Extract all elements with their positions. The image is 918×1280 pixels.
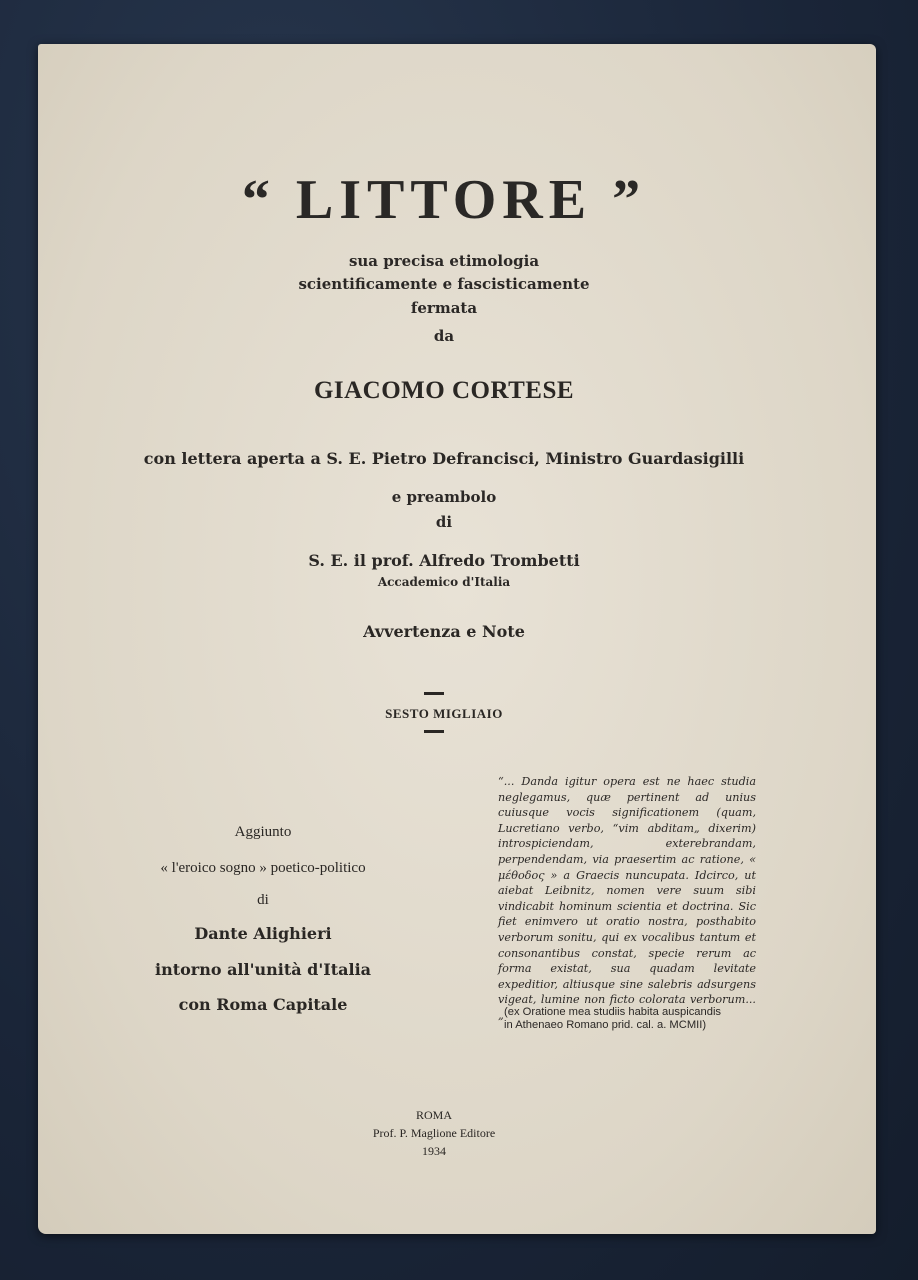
- publisher-name: Prof. P. Maglione Editore: [372, 1126, 496, 1140]
- subtitle-line-1: sua precisa etimologia: [348, 252, 540, 270]
- quote-source: [504, 1006, 764, 1032]
- quote-source-line-1: (ex Oratione mea studiis habita auspicandis: [504, 1006, 722, 1018]
- author-name: GIACOMO CORTESE: [313, 377, 575, 404]
- addendum-line-6: con Roma Capitale: [178, 995, 348, 1014]
- publication-year: 1934: [422, 1144, 446, 1158]
- subtitle-line-2: scientificamente e fascisticamente: [298, 275, 590, 293]
- preamble-line-2: di: [435, 513, 453, 531]
- edition-label: SESTO MIGLIAIO: [385, 706, 503, 721]
- divider-top: [424, 692, 444, 695]
- addendum-line-2: « l'eroico sogno » poetico-politico: [160, 860, 366, 876]
- subtitle-line-4: da: [433, 327, 455, 345]
- addendum-line-4: Dante Alighieri: [194, 924, 332, 943]
- addendum-line-1: Aggiunto: [234, 824, 292, 840]
- divider-bottom: [424, 730, 444, 733]
- notes-line: Avvertenza e Note: [363, 622, 525, 641]
- latin-quote: “... Danda igitur opera est ne haec studia neglegamus, quæ pertinent ad unius cuiusque vocis significationem (quam, Lucretiano verbo, “vim abditam„ dixerim) introspiciendam, exterebrandam, perpendendam, via praesertim ac ratione, « μέθοδος » a Graecis nuncupata. Idcirco, ut aiebat Leibnitz, nomen vere suum sibi vindicabit hominum scientia et doctrina. Sic fiet enimvero ut oratio nostra, posthabito verborum sonitu, qui ex vocalibus tantum et consonantibus constat, specie rerum ac forma existat, sua quadam levitate expeditior, altiusque sine salebris adsurgens vigeat, lumine non ficto colorata verborum... „: [498, 775, 756, 1022]
- preamble-author: S. E. il prof. Alfredo Trombetti: [308, 551, 580, 570]
- preamble-line-1: e preambolo: [391, 488, 497, 506]
- book-title: “ LITTORE ”: [241, 169, 647, 231]
- quote-source-line-2: in Athenaeo Romano prid. cal. a. MCMII): [504, 1019, 707, 1031]
- letter-line: con lettera aperta a S. E. Pietro Defrancisci, Ministro Guardasigilli: [143, 449, 745, 468]
- preamble-author-title: Accademico d'Italia: [377, 575, 511, 589]
- book-cover: [38, 44, 876, 1234]
- subtitle-line-3: fermata: [410, 299, 478, 317]
- addendum-line-3: di: [257, 892, 269, 908]
- publisher-city: ROMA: [415, 1108, 452, 1122]
- addendum-line-5: intorno all'unità d'Italia: [154, 960, 372, 979]
